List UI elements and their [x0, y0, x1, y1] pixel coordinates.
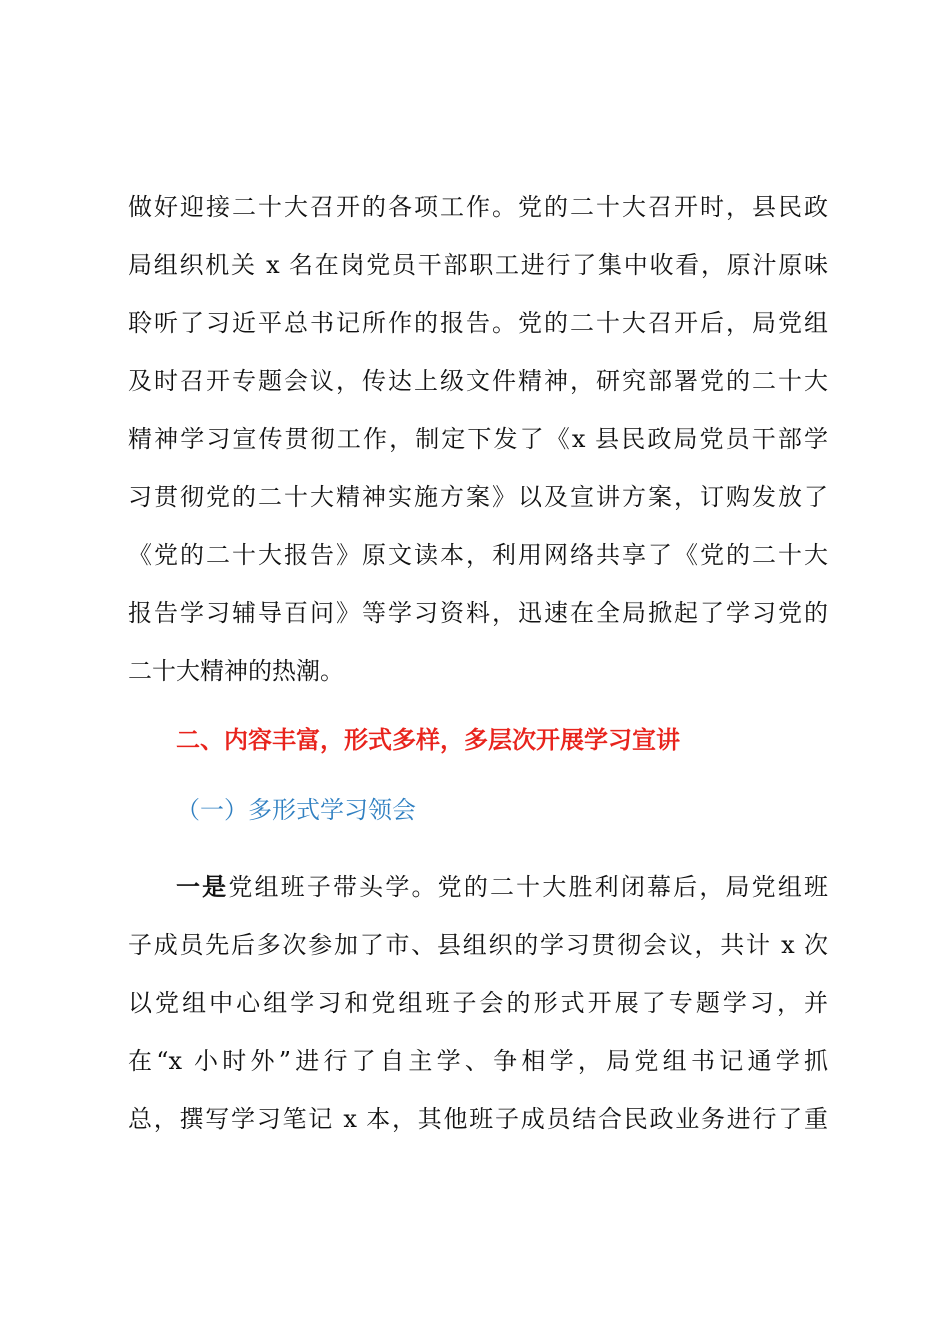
- paragraph-2-first-line: [128, 858, 828, 916]
- paragraph-1-line: 及时召开专题会议，传达上级文件精神，研究部署党的二十大: [128, 367, 828, 395]
- subsection-heading: （一）多形式学习领会: [176, 796, 416, 824]
- paragraph-1-line: 精神学习宣传贯彻工作，制定下发了《x 县民政局党员干部学: [128, 425, 828, 453]
- paragraph-2-line: 在“x 小时外”进行了自主学、争相学，局党组书记通学抓: [128, 1047, 828, 1075]
- paragraph-1-line: 局组织机关 x 名在岗党员干部职工进行了集中收看，原汁原味: [128, 251, 828, 279]
- paragraph-1-line: 做好迎接二十大召开的各项工作。党的二十大召开时，县民政: [128, 193, 828, 221]
- paragraph-2-first-line-text: 党组班子带头学。党的二十大胜利闭幕后，局党组班: [228, 873, 829, 901]
- paragraph-1: [128, 178, 828, 700]
- paragraph-2-line: 以党组中心组学习和党组班子会的形式开展了专题学习，并: [128, 989, 828, 1017]
- paragraph-1-line: 习贯彻党的二十大精神实施方案》以及宣讲方案，订购发放了: [128, 483, 828, 511]
- paragraph-1-line: 《党的二十大报告》原文读本，利用网络共享了《党的二十大: [128, 541, 828, 569]
- section-heading: 二、内容丰富，形式多样，多层次开展学习宣讲: [176, 726, 680, 754]
- paragraph-2: [128, 858, 828, 1148]
- paragraph-1-line: 报告学习辅导百问》等学习资料，迅速在全局掀起了学习党的: [128, 599, 828, 627]
- paragraph-2-line: 子成员先后多次参加了市、县组织的学习贯彻会议，共计 x 次: [128, 931, 828, 959]
- paragraph-2-lead: 一是: [176, 873, 229, 901]
- paragraph-1-line: 二十大精神的热潮。: [128, 657, 344, 685]
- paragraph-2-line: 总，撰写学习笔记 x 本，其他班子成员结合民政业务进行了重: [128, 1105, 828, 1133]
- paragraph-1-line: 聆听了习近平总书记所作的报告。党的二十大召开后，局党组: [128, 309, 828, 337]
